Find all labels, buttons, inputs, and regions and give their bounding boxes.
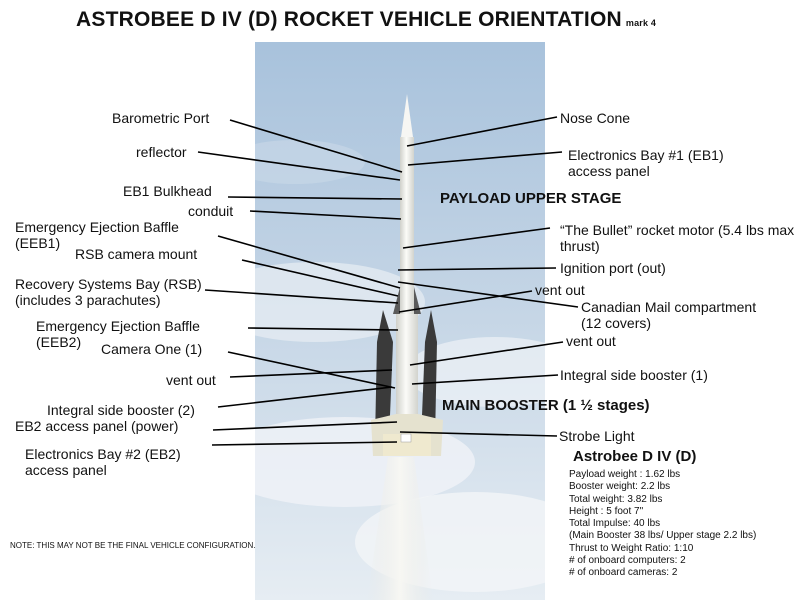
diagram-title	[76, 8, 656, 32]
label-side-booster-2: Integral side booster (2)	[47, 402, 195, 418]
label-canadian-mail: Canadian Mail compartment (12 covers)	[581, 299, 757, 331]
spec-row: (Main Booster 38 lbs/ Upper stage 2.2 lbs)	[569, 530, 757, 542]
label-rsb: Recovery Systems Bay (RSB) (includes 3 parachutes)	[15, 276, 202, 308]
spec-row: # of onboard computers: 2	[569, 555, 686, 567]
spec-row: Total Impulse: 40 lbs	[569, 518, 661, 530]
label-eb2-access-panel: Electronics Bay #2 (EB2) access panel	[25, 446, 181, 478]
spec-row: Height : 5 foot 7"	[569, 505, 644, 517]
label-eb2-access-power: EB2 access panel (power)	[15, 418, 179, 434]
label-ignition-port: Ignition port (out)	[560, 260, 666, 276]
stage-payload-upper: PAYLOAD UPPER STAGE	[440, 190, 622, 207]
title-text: ASTROBEE D IV (D) ROCKET VEHICLE ORIENTATION	[76, 8, 622, 31]
label-conduit: conduit	[188, 203, 234, 219]
mark-version: mark 4	[625, 18, 657, 28]
configuration-note: NOTE: THIS MAY NOT BE THE FINAL VEHICLE CONFIGURATION.	[10, 541, 256, 550]
spec-row: Payload weight : 1.62 lbs	[569, 469, 681, 480]
label-vent-out-right-top: vent out	[535, 282, 585, 298]
label-eeb2: Emergency Ejection Baffle (EEB2)	[36, 318, 200, 350]
spec-row: Booster weight: 2.2 lbs	[569, 481, 671, 493]
label-strobe-light: Strobe Light	[559, 428, 635, 444]
label-barometric-port: Barometric Port	[112, 110, 210, 126]
label-eb1-access-panel: Electronics Bay #1 (EB1) access panel	[568, 147, 724, 179]
strobe-light-shape	[401, 434, 411, 442]
spec-row: # of onboard cameras: 2	[569, 567, 678, 579]
label-vent-out-right: vent out	[566, 333, 616, 349]
label-eb1-bulkhead: EB1 Bulkhead	[123, 183, 212, 199]
specs-title: Astrobee D IV (D)	[573, 448, 697, 465]
label-bullet-motor: “The Bullet” rocket motor (5.4 lbs max thrust)	[560, 222, 795, 254]
upper-stage-body	[400, 137, 414, 317]
spec-row: Total weight: 3.82 lbs	[569, 493, 663, 505]
stage-main-booster: MAIN BOOSTER (1 ½ stages)	[442, 397, 650, 414]
label-nose-cone: Nose Cone	[560, 110, 631, 126]
label-rsb-camera-mount: RSB camera mount	[75, 246, 198, 262]
rocket-photo	[255, 42, 545, 600]
label-side-booster-1: Integral side booster (1)	[560, 367, 708, 383]
label-eeb1: Emergency Ejection Baffle (EEB1)	[15, 219, 179, 251]
label-vent-out-left: vent out	[166, 372, 216, 388]
specs-panel	[569, 448, 756, 580]
label-camera-one: Camera One (1)	[101, 341, 203, 357]
label-reflector: reflector	[136, 144, 187, 160]
spec-row: Thrust to Weight Ratio: 1:10	[569, 542, 694, 554]
